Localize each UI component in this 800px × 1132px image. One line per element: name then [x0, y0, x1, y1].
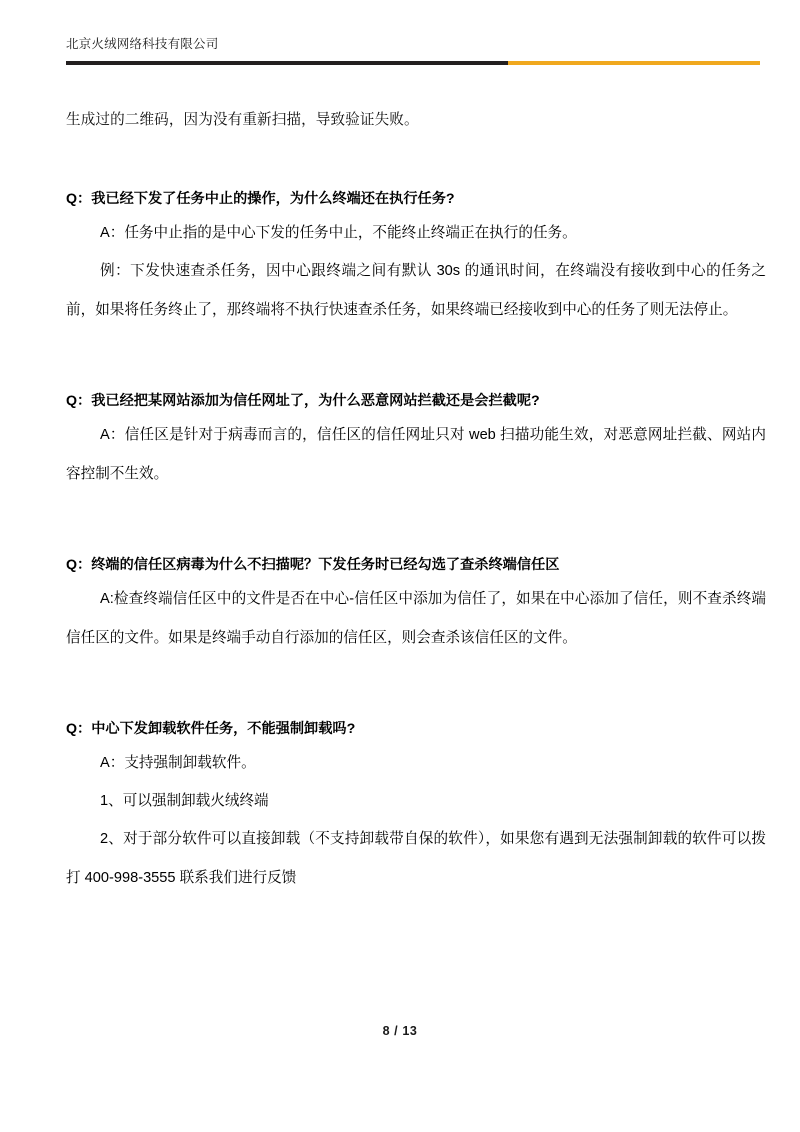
header-divider-gold [508, 61, 760, 65]
faq-answer-item: 1、可以强制卸载火绒终端 [100, 793, 269, 809]
faq-answer: A：信任区是针对于病毒而言的，信任区的信任网址只对 web 扫描功能生效，对恶意网址拦截、网站内容控制不生效。 [66, 427, 766, 482]
spacer [66, 330, 766, 360]
spacer [66, 658, 766, 688]
faq-question: Q：我已经把某网站添加为信任网址了，为什么恶意网站拦截还是会拦截呢? [66, 393, 540, 409]
continued-paragraph: 生成过的二维码，因为没有重新扫描，导致验证失败。 [66, 112, 419, 128]
faq-answer: A:检查终端信任区中的文件是否在中心-信任区中添加为信任了，如果在中心添加了信任，则不查杀终端信任区的文件。如果是终端手动自行添加的信任区，则会查杀该信任区的文件。 [66, 591, 766, 646]
document-body [66, 100, 766, 898]
page-number: 8 / 13 [382, 1024, 418, 1038]
spacer [66, 140, 766, 158]
faq-question: Q：终端的信任区病毒为什么不扫描呢？下发任务时已经勾选了查杀终端信任区 [66, 557, 560, 573]
spacer [66, 494, 766, 524]
header-divider [66, 61, 760, 65]
page-header [66, 36, 760, 72]
faq-answer: A：任务中止指的是中心下发的任务中止，不能终止终端正在执行的任务。 [100, 225, 577, 241]
page-footer [0, 1024, 800, 1038]
company-name: 北京火绒网络科技有限公司 [66, 37, 219, 51]
faq-question: Q：中心下发卸载软件任务，不能强制卸载吗? [66, 721, 356, 737]
faq-answer-item: 2、对于部分软件可以直接卸载（不支持卸载带自保的软件），如果您有遇到无法强制卸载的软件可以拨打 400-998-3555 联系我们进行反馈 [66, 831, 766, 886]
header-divider-dark [66, 61, 508, 65]
faq-answer: A：支持强制卸载软件。 [100, 755, 256, 771]
faq-question: Q：我已经下发了任务中止的操作，为什么终端还在执行任务? [66, 191, 455, 207]
faq-answer-example: 例：下发快速查杀任务，因中心跟终端之间有默认 30s 的通讯时间，在终端没有接收到中心的任务之前，如果将任务终止了，那终端将不执行快速查杀任务，如果终端已经接收到中心的任务了则无法停止。 [66, 263, 766, 318]
